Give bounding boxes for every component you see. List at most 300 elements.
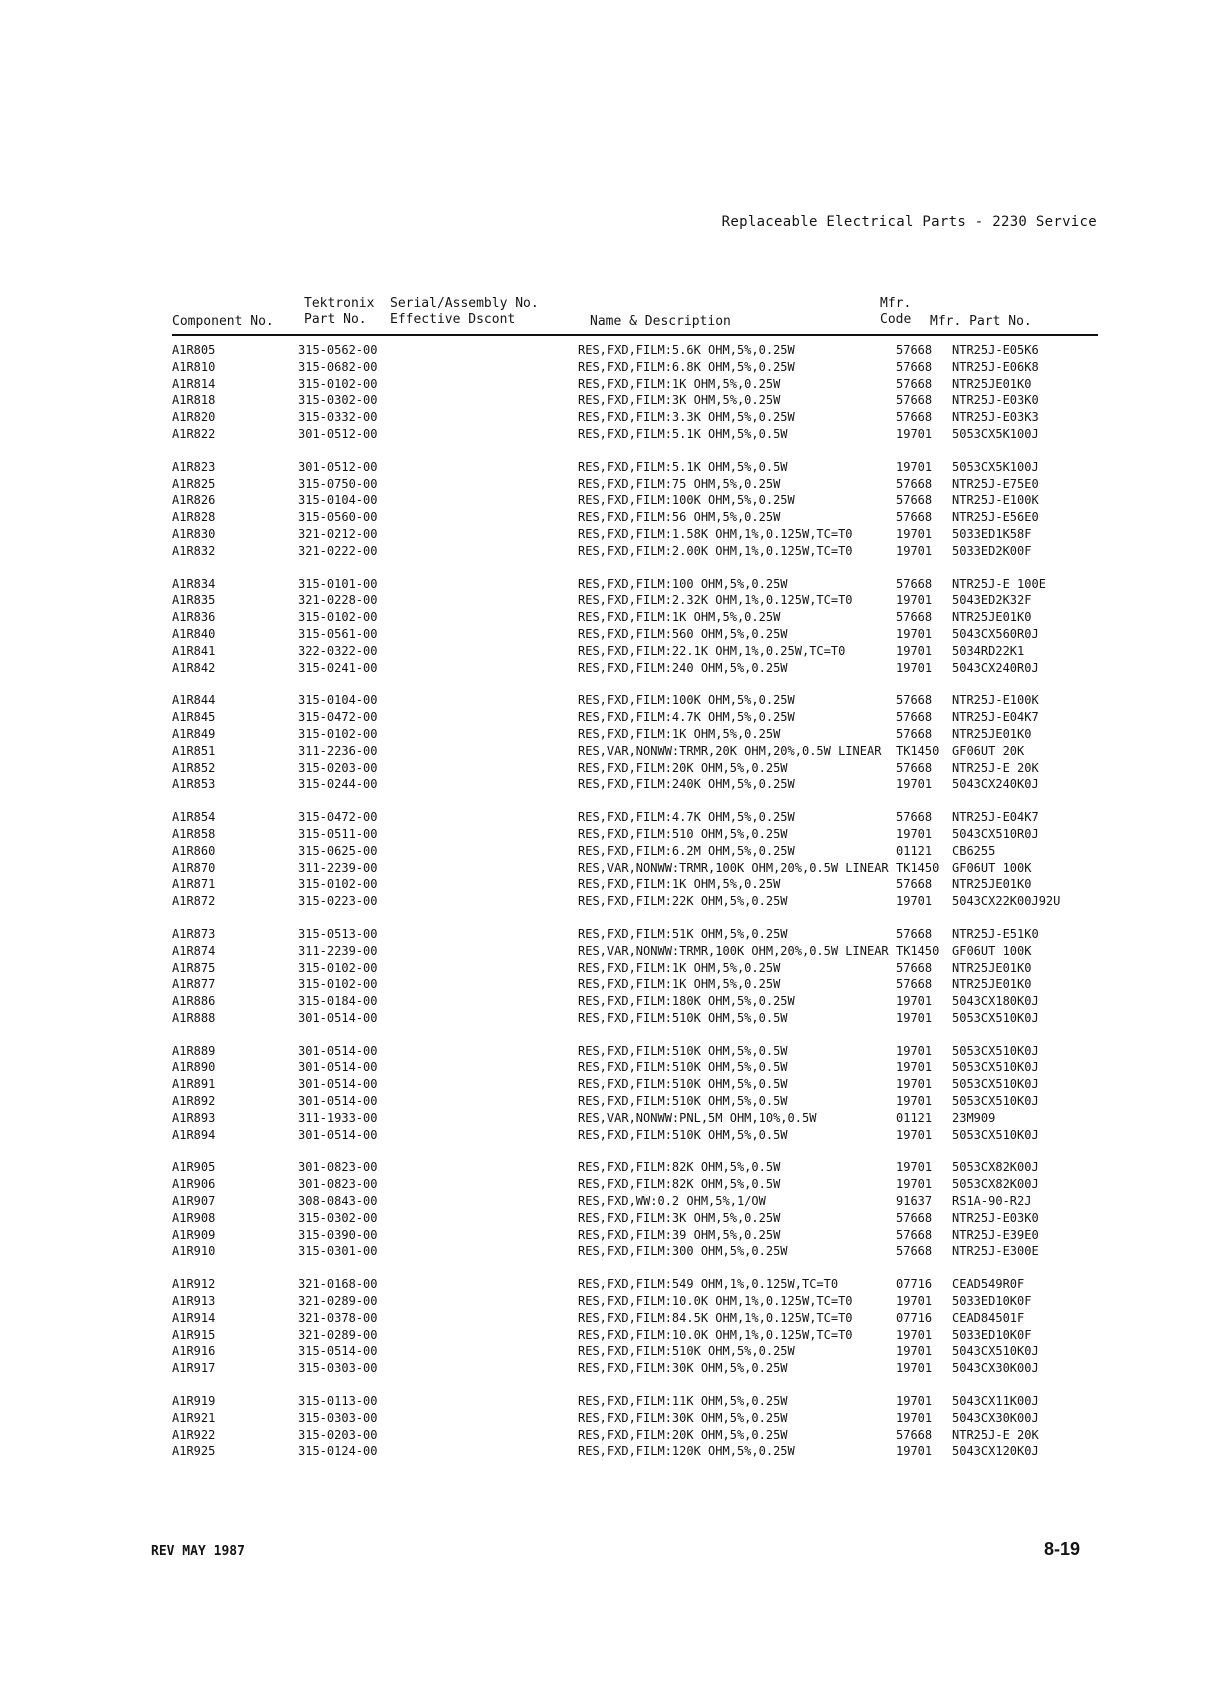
table-row [172,893,1098,910]
description: RES,VAR,NONWW:TRMR,100K OHM,20%,0.5W LINEAR [578,860,889,875]
mfr-code: 57668 [896,926,933,941]
mfr-part-no: NTR25J-E06K8 [952,359,1039,374]
parts-group [172,1159,1098,1260]
component-no: A1R892 [172,1094,216,1109]
component-no: A1R915 [172,1327,216,1342]
mfr-code: 57668 [896,376,933,391]
mfr-code: 19701 [896,1060,933,1075]
description: RES,FXD,FILM:30K OHM,5%,0.25W [578,1410,788,1425]
description: RES,FXD,FILM:56 OHM,5%,0.25W [578,510,781,525]
table-row [172,1043,1098,1060]
mfr-code: 19701 [896,1294,933,1309]
mfr-part-no: NTR25JE01K0 [952,610,1032,625]
tektronix-part-no: 315-0124-00 [298,1444,378,1459]
description: RES,FXD,FILM:84.5K OHM,1%,0.125W,TC=T0 [578,1310,853,1325]
mfr-code: 57668 [896,359,933,374]
description: RES,FXD,FILM:240 OHM,5%,0.25W [578,660,788,675]
mfr-part-no: 5053CX510K0J [952,1094,1039,1109]
tektronix-part-no: 315-0203-00 [298,760,378,775]
table-row [172,1443,1098,1460]
tektronix-part-no: 315-0514-00 [298,1344,378,1359]
table-row [172,376,1098,393]
mfr-code: 57668 [896,960,933,975]
component-no: A1R805 [172,343,216,357]
mfr-code: 57668 [896,1427,933,1442]
mfr-part-no: CEAD549R0F [952,1277,1025,1292]
mfr-code: 19701 [896,1394,933,1409]
description: RES,FXD,FILM:5.1K OHM,5%,0.5W [578,426,788,441]
component-no: A1R906 [172,1177,216,1192]
mfr-code: 57668 [896,710,933,725]
description: RES,FXD,FILM:100 OHM,5%,0.25W [578,576,788,591]
mfr-code: 57668 [896,760,933,775]
description: RES,FXD,FILM:39 OHM,5%,0.25W [578,1227,781,1242]
tektronix-part-no: 301-0512-00 [298,459,378,474]
component-no: A1R914 [172,1310,216,1325]
mfr-code: 19701 [896,1177,933,1192]
description: RES,FXD,FILM:549 OHM,1%,0.125W,TC=T0 [578,1277,839,1292]
component-no: A1R842 [172,660,216,675]
tektronix-part-no: 315-0390-00 [298,1227,378,1242]
description: RES,FXD,FILM:51K OHM,5%,0.25W [578,926,788,941]
tektronix-part-no: 315-0102-00 [298,977,378,992]
component-no: A1R874 [172,943,216,958]
tektronix-part-no: 301-0514-00 [298,1077,378,1092]
table-row [172,743,1098,760]
component-no: A1R921 [172,1410,216,1425]
table-row [172,943,1098,960]
tektronix-part-no: 321-0212-00 [298,526,378,541]
tektronix-part-no: 315-0562-00 [298,343,378,357]
table-row [172,993,1098,1010]
component-no: A1R907 [172,1194,216,1209]
mfr-part-no: NTR25JE01K0 [952,877,1032,892]
tektronix-part-no: 301-0514-00 [298,1010,378,1025]
col-name-description: Name & Description [590,314,731,329]
tektronix-part-no: 315-0102-00 [298,960,378,975]
mfr-part-no: 5043CX240R0J [952,660,1039,675]
mfr-part-no: NTR25J-E100K [952,693,1039,708]
col-component-no: Component No. [172,314,274,329]
tektronix-part-no: 321-0289-00 [298,1327,378,1342]
table-row [172,1360,1098,1377]
mfr-code: 57668 [896,576,933,591]
component-no: A1R840 [172,626,216,641]
description: RES,FXD,FILM:75 OHM,5%,0.25W [578,476,781,491]
description: RES,FXD,FILM:560 OHM,5%,0.25W [578,626,788,641]
tektronix-part-no: 301-0514-00 [298,1060,378,1075]
description: RES,FXD,FILM:10.0K OHM,1%,0.125W,TC=T0 [578,1294,853,1309]
mfr-part-no: NTR25J-E 100E [952,576,1046,591]
mfr-code: 19701 [896,1361,933,1376]
tektronix-part-no: 315-0223-00 [298,894,378,909]
mfr-code: 57668 [896,977,933,992]
tektronix-part-no: 301-0514-00 [298,1127,378,1142]
parts-group [172,1393,1098,1460]
mfr-part-no: 5043CX510R0J [952,826,1039,841]
tektronix-part-no: 301-0514-00 [298,1043,378,1058]
mfr-part-no: 5033ED10K0F [952,1294,1032,1309]
description: RES,FXD,FILM:2.00K OHM,1%,0.125W,TC=T0 [578,543,853,558]
mfr-part-no: NTR25JE01K0 [952,977,1032,992]
component-no: A1R913 [172,1294,216,1309]
component-no: A1R844 [172,693,216,708]
parts-group [172,926,1098,1027]
tektronix-part-no: 301-0512-00 [298,426,378,441]
mfr-part-no: CB6255 [952,843,996,858]
mfr-part-no: 5043ED2K32F [952,593,1032,608]
description: RES,FXD,FILM:6.8K OHM,5%,0.25W [578,359,795,374]
table-row [172,409,1098,426]
table-row [172,626,1098,643]
tektronix-part-no: 315-0301-00 [298,1244,378,1259]
component-no: A1R832 [172,543,216,558]
mfr-part-no: 5043CX180K0J [952,994,1039,1009]
mfr-part-no: NTR25J-E04K7 [952,810,1039,825]
component-no: A1R922 [172,1427,216,1442]
description: RES,FXD,FILM:1K OHM,5%,0.25W [578,977,781,992]
mfr-code: 57668 [896,393,933,408]
mfr-code: 19701 [896,777,933,792]
description: RES,FXD,FILM:1K OHM,5%,0.25W [578,376,781,391]
description: RES,FXD,FILM:22.1K OHM,1%,0.25W,TC=T0 [578,643,846,658]
component-no: A1R822 [172,426,216,441]
mfr-code: 19701 [896,1410,933,1425]
description: RES,FXD,WW:0.2 OHM,5%,1/OW [578,1194,766,1209]
tektronix-part-no: 315-0104-00 [298,493,378,508]
description: RES,FXD,FILM:120K OHM,5%,0.25W [578,1444,795,1459]
component-no: A1R875 [172,960,216,975]
mfr-part-no: NTR25J-E03K0 [952,393,1039,408]
description: RES,FXD,FILM:1K OHM,5%,0.25W [578,726,781,741]
parts-group [172,342,1098,443]
tektronix-part-no: 315-0102-00 [298,877,378,892]
table-row [172,1093,1098,1110]
component-no: A1R905 [172,1160,216,1175]
mfr-part-no: NTR25J-E300E [952,1244,1039,1259]
col-tektronix-part-no: Tektronix Part No. [304,296,375,327]
description: RES,FXD,FILM:82K OHM,5%,0.5W [578,1160,781,1175]
table-row [172,976,1098,993]
tektronix-part-no: 311-2239-00 [298,860,378,875]
table-row [172,1427,1098,1444]
table-row [172,1327,1098,1344]
component-no: A1R852 [172,760,216,775]
parts-group [172,1276,1098,1377]
component-no: A1R893 [172,1110,216,1125]
table-row [172,809,1098,826]
table-row [172,1310,1098,1327]
mfr-part-no: 5043CX120K0J [952,1444,1039,1459]
component-no: A1R830 [172,526,216,541]
component-no: A1R925 [172,1444,216,1459]
tektronix-part-no: 308-0843-00 [298,1194,378,1209]
mfr-code: 19701 [896,426,933,441]
description: RES,FXD,FILM:82K OHM,5%,0.5W [578,1177,781,1192]
table-row [172,1127,1098,1144]
description: RES,FXD,FILM:22K OHM,5%,0.25W [578,894,788,909]
description: RES,FXD,FILM:100K OHM,5%,0.25W [578,693,795,708]
table-row [172,509,1098,526]
description: RES,FXD,FILM:510K OHM,5%,0.5W [578,1010,788,1025]
tektronix-part-no: 315-0101-00 [298,576,378,591]
parts-group [172,809,1098,910]
tektronix-part-no: 311-2239-00 [298,943,378,958]
description: RES,FXD,FILM:510K OHM,5%,0.5W [578,1060,788,1075]
mfr-code: 57668 [896,410,933,425]
component-no: A1R873 [172,926,216,941]
table-row [172,1210,1098,1227]
tektronix-part-no: 315-0511-00 [298,826,378,841]
mfr-part-no: 5043CX11K00J [952,1394,1039,1409]
mfr-code: 07716 [896,1310,933,1325]
parts-table [172,296,1098,1476]
mfr-code: 19701 [896,526,933,541]
table-row [172,1176,1098,1193]
table-row [172,592,1098,609]
page-header-title: Replaceable Electrical Parts - 2230 Service [721,214,1097,230]
mfr-code: 57668 [896,810,933,825]
description: RES,FXD,FILM:4.7K OHM,5%,0.25W [578,810,795,825]
mfr-code: 57668 [896,1227,933,1242]
component-no: A1R825 [172,476,216,491]
table-row [172,576,1098,593]
description: RES,FXD,FILM:30K OHM,5%,0.25W [578,1361,788,1376]
component-no: A1R841 [172,643,216,658]
mfr-code: 19701 [896,543,933,558]
mfr-part-no: 5053CX5K100J [952,426,1039,441]
component-no: A1R853 [172,777,216,792]
description: RES,FXD,FILM:510K OHM,5%,0.5W [578,1127,788,1142]
mfr-code: 19701 [896,1344,933,1359]
mfr-code: 19701 [896,660,933,675]
component-no: A1R818 [172,393,216,408]
mfr-part-no: 5053CX510K0J [952,1010,1039,1025]
table-row [172,760,1098,777]
mfr-part-no: 5053CX510K0J [952,1043,1039,1058]
tektronix-part-no: 315-0241-00 [298,660,378,675]
mfr-part-no: 5033ED2K00F [952,543,1032,558]
col-mfr-code: Mfr. Code [880,296,912,327]
tektronix-part-no: 315-0102-00 [298,610,378,625]
description: RES,FXD,FILM:5.1K OHM,5%,0.5W [578,459,788,474]
parts-group [172,692,1098,793]
mfr-part-no: NTR25J-E51K0 [952,926,1039,941]
tektronix-part-no: 315-0332-00 [298,410,378,425]
tektronix-part-no: 321-0222-00 [298,543,378,558]
col-serial-assembly-no: Serial/Assembly No. Effective Dscont [390,296,539,327]
mfr-code: 57668 [896,693,933,708]
tektronix-part-no: 315-0184-00 [298,994,378,1009]
mfr-part-no: 5053CX510K0J [952,1127,1039,1142]
mfr-part-no: 5033ED10K0F [952,1327,1032,1342]
description: RES,FXD,FILM:180K OHM,5%,0.25W [578,994,795,1009]
mfr-code: 19701 [896,643,933,658]
mfr-part-no: GF06UT 100K [952,860,1032,875]
component-no: A1R814 [172,376,216,391]
description: RES,FXD,FILM:510K OHM,5%,0.5W [578,1043,788,1058]
description: RES,FXD,FILM:510K OHM,5%,0.5W [578,1094,788,1109]
table-row [172,359,1098,376]
mfr-part-no: RS1A-90-R2J [952,1194,1032,1209]
component-no: A1R912 [172,1277,216,1292]
table-row [172,726,1098,743]
mfr-part-no: NTR25J-E75E0 [952,476,1039,491]
description: RES,FXD,FILM:1K OHM,5%,0.25W [578,610,781,625]
mfr-code: 91637 [896,1194,933,1209]
tektronix-part-no: 315-0102-00 [298,726,378,741]
description: RES,FXD,FILM:20K OHM,5%,0.25W [578,760,788,775]
mfr-part-no: 5043CX240K0J [952,777,1039,792]
description: RES,FXD,FILM:510K OHM,5%,0.25W [578,1344,795,1359]
component-no: A1R908 [172,1210,216,1225]
parts-rows [172,336,1098,1460]
component-no: A1R820 [172,410,216,425]
mfr-part-no: 5053CX510K0J [952,1060,1039,1075]
mfr-part-no: NTR25J-E04K7 [952,710,1039,725]
table-row [172,960,1098,977]
mfr-part-no: 5053CX510K0J [952,1077,1039,1092]
component-no: A1R810 [172,359,216,374]
table-row [172,826,1098,843]
mfr-part-no: 23M909 [952,1110,996,1125]
description: RES,FXD,FILM:240K OHM,5%,0.25W [578,777,795,792]
component-no: A1R909 [172,1227,216,1242]
tektronix-part-no: 315-0104-00 [298,693,378,708]
component-no: A1R835 [172,593,216,608]
component-no: A1R826 [172,493,216,508]
tektronix-part-no: 321-0228-00 [298,593,378,608]
mfr-part-no: CEAD84501F [952,1310,1025,1325]
description: RES,FXD,FILM:510K OHM,5%,0.5W [578,1077,788,1092]
table-row [172,342,1098,359]
description: RES,FXD,FILM:20K OHM,5%,0.25W [578,1427,788,1442]
table-row [172,926,1098,943]
table-row [172,692,1098,709]
tektronix-part-no: 315-0102-00 [298,376,378,391]
component-no: A1R858 [172,826,216,841]
component-no: A1R828 [172,510,216,525]
mfr-part-no: NTR25J-E39E0 [952,1227,1039,1242]
table-row [172,1293,1098,1310]
component-no: A1R872 [172,894,216,909]
component-no: A1R877 [172,977,216,992]
component-no: A1R917 [172,1361,216,1376]
mfr-part-no: NTR25J-E05K6 [952,343,1039,357]
mfr-code: 19701 [896,1444,933,1459]
table-row [172,1276,1098,1293]
tektronix-part-no: 301-0823-00 [298,1177,378,1192]
component-no: A1R889 [172,1043,216,1058]
tektronix-part-no: 315-0113-00 [298,1394,378,1409]
mfr-part-no: NTR25J-E56E0 [952,510,1039,525]
description: RES,FXD,FILM:3K OHM,5%,0.25W [578,393,781,408]
parts-group [172,459,1098,560]
tektronix-part-no: 315-0513-00 [298,926,378,941]
mfr-part-no: NTR25JE01K0 [952,960,1032,975]
mfr-code: 19701 [896,459,933,474]
mfr-code: 19701 [896,1010,933,1025]
mfr-part-no: 5043CX560R0J [952,626,1039,641]
table-row [172,1193,1098,1210]
component-no: A1R891 [172,1077,216,1092]
table-row [172,1393,1098,1410]
mfr-part-no: GF06UT 20K [952,743,1025,758]
tektronix-part-no: 315-0244-00 [298,777,378,792]
component-no: A1R916 [172,1344,216,1359]
description: RES,FXD,FILM:3.3K OHM,5%,0.25W [578,410,795,425]
description: RES,FXD,FILM:10.0K OHM,1%,0.125W,TC=T0 [578,1327,853,1342]
table-row [172,543,1098,560]
mfr-code: 19701 [896,626,933,641]
mfr-code: 57668 [896,493,933,508]
mfr-part-no: 5043CX22K00J92U [952,894,1061,909]
component-no: A1R836 [172,610,216,625]
description: RES,FXD,FILM:100K OHM,5%,0.25W [578,493,795,508]
mfr-code: 01121 [896,1110,933,1125]
tektronix-part-no: 315-0472-00 [298,710,378,725]
tektronix-part-no: 315-0303-00 [298,1361,378,1376]
tektronix-part-no: 315-0561-00 [298,626,378,641]
mfr-code: 57668 [896,1244,933,1259]
mfr-part-no: 5053CX5K100J [952,459,1039,474]
mfr-code: 07716 [896,1277,933,1292]
tektronix-part-no: 321-0168-00 [298,1277,378,1292]
table-row [172,1343,1098,1360]
column-headers [172,296,1098,336]
mfr-code: TK1450 [896,743,940,758]
mfr-code: TK1450 [896,860,940,875]
table-row [172,1010,1098,1027]
component-no: A1R834 [172,576,216,591]
mfr-part-no: NTR25J-E03K3 [952,410,1039,425]
mfr-code: 19701 [896,826,933,841]
mfr-part-no: NTR25J-E 20K [952,760,1039,775]
parts-group [172,576,1098,677]
mfr-part-no: NTR25J-E03K0 [952,1210,1039,1225]
tektronix-part-no: 315-0682-00 [298,359,378,374]
component-no: A1R910 [172,1244,216,1259]
mfr-code: 19701 [896,1127,933,1142]
table-row [172,1059,1098,1076]
component-no: A1R870 [172,860,216,875]
description: RES,VAR,NONWW:TRMR,100K OHM,20%,0.5W LINEAR [578,943,889,958]
description: RES,FXD,FILM:300 OHM,5%,0.25W [578,1244,788,1259]
tektronix-part-no: 301-0823-00 [298,1160,378,1175]
page-number: 8-19 [1043,1539,1080,1559]
table-row [172,492,1098,509]
mfr-code: 19701 [896,994,933,1009]
tektronix-part-no: 315-0625-00 [298,843,378,858]
mfr-code: 57668 [896,610,933,625]
table-row [172,843,1098,860]
tektronix-part-no: 311-2236-00 [298,743,378,758]
table-row [172,1159,1098,1176]
tektronix-part-no: 321-0378-00 [298,1310,378,1325]
mfr-part-no: 5053CX82K00J [952,1177,1039,1192]
description: RES,FXD,FILM:4.7K OHM,5%,0.25W [578,710,795,725]
mfr-code: 57668 [896,1210,933,1225]
mfr-code: 57668 [896,877,933,892]
tektronix-part-no: 315-0302-00 [298,1210,378,1225]
tektronix-part-no: 315-0560-00 [298,510,378,525]
mfr-part-no: NTR25JE01K0 [952,376,1032,391]
table-row [172,643,1098,660]
tektronix-part-no: 321-0289-00 [298,1294,378,1309]
table-row [172,709,1098,726]
description: RES,FXD,FILM:3K OHM,5%,0.25W [578,1210,781,1225]
component-no: A1R888 [172,1010,216,1025]
